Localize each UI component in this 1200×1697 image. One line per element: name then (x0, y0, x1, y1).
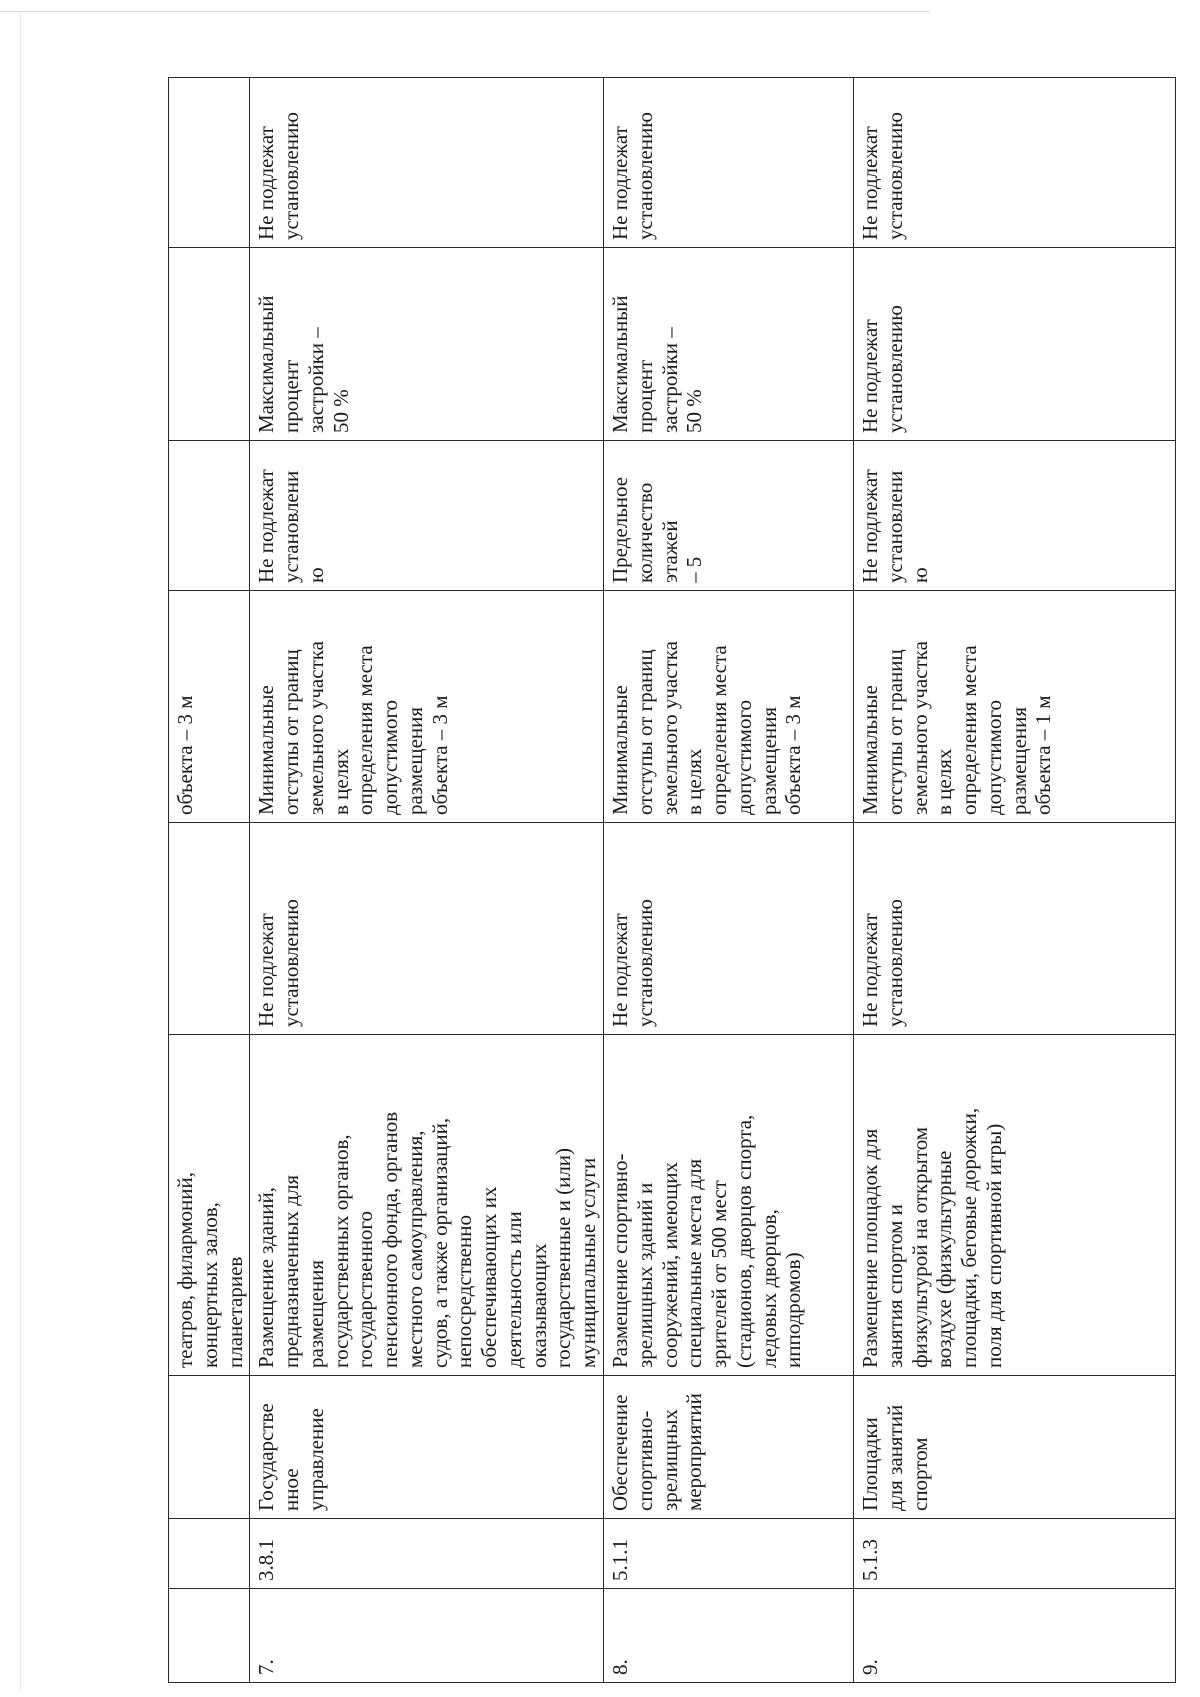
cell-text-line: процент (279, 359, 304, 433)
cell-text-line: в целях (328, 748, 353, 815)
cell-text-line: установлению (882, 305, 907, 433)
cell-text-line: Не подлежат (608, 126, 633, 240)
cell-text-line: местного самоуправления, (402, 1130, 427, 1368)
row-number-cell (854, 1589, 1176, 1683)
cell-text-line: Государстве (254, 1403, 279, 1511)
cell-text-line: концертных залов, (197, 1202, 222, 1368)
cell-text-line: площадки, беговые дорожки, (957, 1107, 982, 1368)
cell-text-line: застройки – (303, 327, 328, 433)
cell-text-line: Предельное (608, 476, 633, 583)
cell-text-line: оказывающих (526, 1243, 551, 1368)
rotated-page (168, 78, 1104, 1683)
cell-text-line: специальные места для (682, 1158, 707, 1368)
cell-text-line: 5.1.3 (858, 1539, 883, 1581)
cell-text-line: 9. (858, 1659, 883, 1675)
setback-cell (854, 591, 1176, 823)
setback-cell (250, 591, 604, 823)
cell-text-line: определения места (353, 645, 378, 815)
cell-text-line: земельного участка (907, 641, 932, 815)
cell-text-line: объекта – 3 м (427, 695, 452, 815)
use-name-cell (169, 1376, 250, 1519)
cell-text-line: Размещение площадок для (858, 1128, 883, 1368)
cell-text-line: Размещение спортивно- (608, 1153, 633, 1368)
floors-limit-cell (854, 823, 1176, 1035)
cell-text-line: физкультурой на открытом (907, 1126, 932, 1368)
cell-text-line: определения места (957, 645, 982, 815)
cell-text-line: Не подлежат (254, 469, 279, 583)
cell-text-line: размещения (756, 706, 781, 815)
description-cell (250, 1035, 604, 1376)
other-params-cell (854, 78, 1176, 248)
cell-text-line: Площадки (858, 1417, 883, 1511)
cell-text-line: (стадионов, дворцов спорта, (731, 1114, 756, 1368)
cell-text-line: Размещение зданий, (254, 1186, 279, 1368)
description-cell (169, 1035, 250, 1376)
cell-text-line: государственного (353, 1210, 378, 1368)
cell-text-line: допустимого (981, 699, 1006, 815)
cell-text-line: зрелищных зданий и (632, 1182, 657, 1368)
cell-text-line: нное (279, 1468, 304, 1511)
use-name-cell (604, 1376, 854, 1519)
cell-text-line: Не подлежат (858, 913, 883, 1027)
other-params-cell (604, 78, 854, 248)
cell-text-line: в целях (932, 748, 957, 815)
cell-text-line: управление (303, 1408, 328, 1511)
cell-text-line: – 5 (682, 556, 707, 583)
cell-text-line: отступы от границ (882, 649, 907, 815)
cell-text-line: Минимальные (858, 685, 883, 815)
cell-text-line: 50 % (328, 389, 353, 433)
cell-text-line: непосредственно (452, 1215, 477, 1368)
cell-text-line: театров, филармоний, (173, 1172, 197, 1368)
cell-text-line: 3.8.1 (254, 1539, 279, 1581)
cell-text-line: объекта – 3 м (781, 695, 806, 815)
cell-text-line: Минимальные (608, 685, 633, 815)
cell-text-line: земельного участка (657, 641, 682, 815)
cell-text-line: занятия спортом и (882, 1204, 907, 1368)
height-limit-cell (854, 441, 1176, 591)
cell-text-line: отступы от границ (632, 649, 657, 815)
cell-text-line: спортивно- (632, 1410, 657, 1511)
height-limit-cell (250, 441, 604, 591)
cell-text-line: 5.1.1 (608, 1539, 633, 1581)
code-cell (250, 1519, 604, 1589)
cell-text-line: 8. (608, 1659, 633, 1675)
cell-text-line: объекта – 1 м (1031, 695, 1056, 815)
cell-text-line: этажей (657, 520, 682, 583)
cell-text-line: государственные и (или) (551, 1147, 576, 1368)
height-limit-cell (604, 441, 854, 591)
floors-limit-cell (604, 823, 854, 1035)
table-row (169, 78, 250, 1683)
cell-text-line: Минимальные (254, 685, 279, 815)
cell-text-line: установлению (632, 112, 657, 240)
cell-text-line: предназначенных для (279, 1174, 304, 1368)
cell-text-line: допустимого (731, 699, 756, 815)
cell-text-line: судов, а также организаций, (427, 1117, 452, 1368)
table-row (854, 78, 1176, 1683)
cell-text-line: земельного участка (303, 641, 328, 815)
description-cell (854, 1035, 1176, 1376)
cell-text-line: для занятий (882, 1404, 907, 1511)
setback-cell (604, 591, 854, 823)
floors-limit-cell (250, 823, 604, 1035)
cell-text-line: Максимальный (608, 295, 633, 433)
coverage-cell (250, 248, 604, 441)
cell-text-line: спортом (907, 1437, 932, 1511)
cell-text-line: в целях (682, 748, 707, 815)
cell-text-line: объекта – 3 м (173, 695, 197, 815)
cell-text-line: пенсионного фонда, органов (378, 1111, 403, 1368)
cell-text-line: размещения (1006, 706, 1031, 815)
cell-text-line: Максимальный (254, 295, 279, 433)
cell-text-line: государственных органов, (328, 1134, 353, 1368)
coverage-cell (169, 248, 250, 441)
table-row (604, 78, 854, 1683)
cell-text-line: планетариев (222, 1256, 247, 1368)
zoning-table (168, 77, 1176, 1683)
other-params-cell (250, 78, 604, 248)
cell-text-line: 50 % (682, 389, 707, 433)
cell-text-line: мероприятий (682, 1393, 707, 1511)
row-number-cell (250, 1589, 604, 1683)
cell-text-line: Не подлежат (858, 319, 883, 433)
use-name-cell (250, 1376, 604, 1519)
cell-text-line: Не подлежат (254, 126, 279, 240)
cell-text-line: размещения (303, 1259, 328, 1368)
cell-text-line: определения места (707, 645, 732, 815)
cell-text-line: воздухе (физкультурные (932, 1150, 957, 1368)
use-name-cell (854, 1376, 1176, 1519)
cell-text-line: ю (907, 567, 932, 583)
cell-text-line: установлению (279, 112, 304, 240)
floors-limit-cell (169, 823, 250, 1035)
cell-text-line: установлению (882, 112, 907, 240)
cell-text-line: процент (632, 359, 657, 433)
cell-text-line: ю (303, 567, 328, 583)
other-params-cell (169, 78, 250, 248)
cell-text-line: сооружений, имеющих (657, 1162, 682, 1368)
cell-text-line: размещения (402, 706, 427, 815)
code-cell (854, 1519, 1176, 1589)
cell-text-line: 7. (254, 1659, 279, 1675)
cell-text-line: отступы от границ (279, 649, 304, 815)
cell-text-line: количество (632, 482, 657, 583)
row-number-cell (169, 1589, 250, 1683)
cell-text-line: установлени (279, 470, 304, 583)
cell-text-line: Не подлежат (858, 469, 883, 583)
cell-text-line: зрителей от 500 мест (707, 1180, 732, 1368)
cell-text-line: Не подлежат (254, 913, 279, 1027)
cell-text-line: зрелищных (657, 1409, 682, 1511)
cell-text-line: Не подлежат (608, 913, 633, 1027)
cell-text-line: установлени (882, 470, 907, 583)
cell-text-line: установлению (632, 899, 657, 1027)
cell-text-line: Обеспечение (608, 1394, 633, 1511)
cell-text-line: муниципальные услуги (576, 1157, 601, 1368)
height-limit-cell (169, 441, 250, 591)
cell-text-line: застройки – (657, 327, 682, 433)
description-cell (604, 1035, 854, 1376)
coverage-cell (604, 248, 854, 441)
cell-text-line: установлению (279, 899, 304, 1027)
cell-text-line: поля для спортивной игры) (981, 1123, 1006, 1368)
coverage-cell (854, 248, 1176, 441)
row-number-cell (604, 1589, 854, 1683)
cell-text-line: обеспечивающих их (477, 1186, 502, 1368)
scan-edge-line (0, 11, 930, 12)
cell-text-line: деятельность или (501, 1211, 526, 1368)
cell-text-line: допустимого (378, 699, 403, 815)
cell-text-line: установлению (882, 899, 907, 1027)
cell-text-line: ипподромов) (781, 1252, 806, 1368)
cell-text-line: Не подлежат (858, 126, 883, 240)
table-row (250, 78, 604, 1683)
code-cell (169, 1519, 250, 1589)
code-cell (604, 1519, 854, 1589)
scan-page-edge (20, 11, 21, 1691)
cell-text-line: ледовых дворцов, (756, 1209, 781, 1368)
setback-cell (169, 591, 250, 823)
